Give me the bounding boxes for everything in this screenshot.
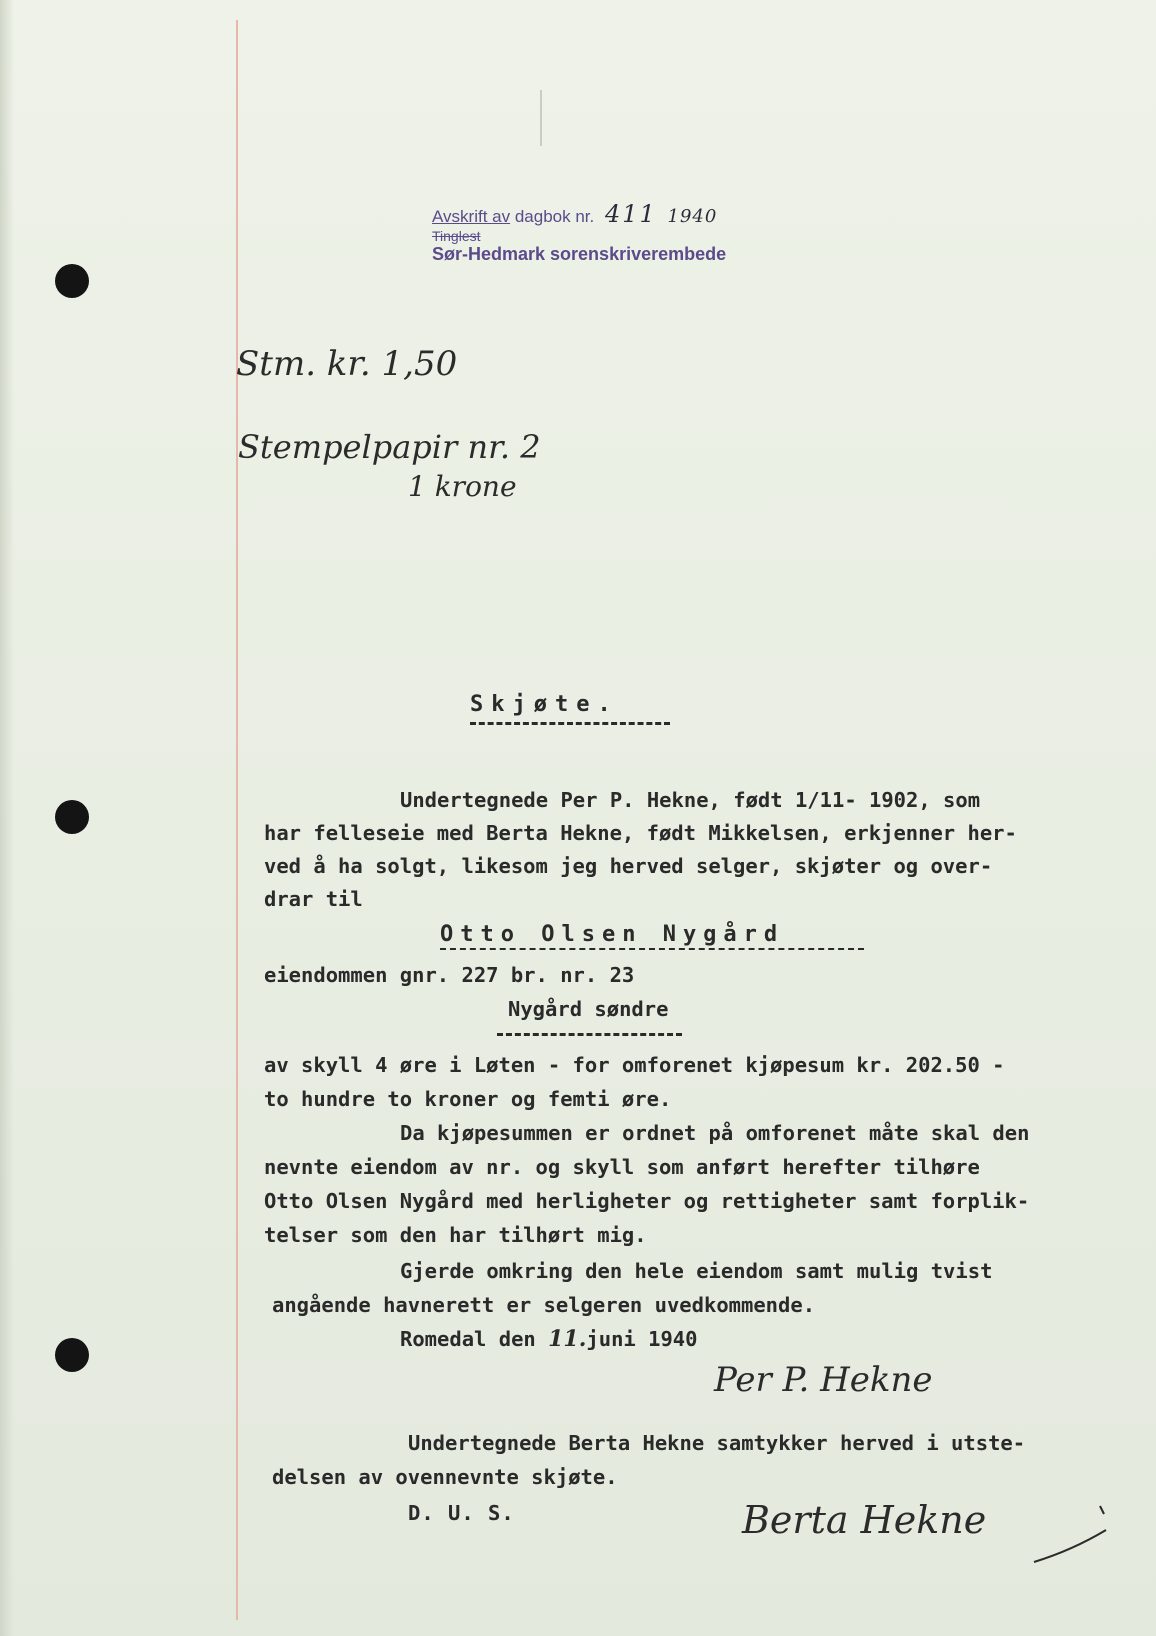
wife-signature: Berta Hekne [742, 1498, 987, 1542]
buyer-name: Otto Olsen Nygård [440, 922, 785, 947]
stamp-dagbok-label: dagbok nr. [514, 207, 595, 226]
title-underline [470, 722, 670, 725]
text-line: Otto Olsen Nygård med herligheter og rettigheter samt forplik- [264, 1189, 1030, 1213]
punch-hole-icon [55, 1338, 89, 1372]
text-line: to hundre to kroner og femti øre. [264, 1087, 672, 1111]
text-line: telser som den har tilhørt mig. [264, 1223, 647, 1247]
stamp-struck-word: Tinglest [432, 228, 481, 244]
text-line: delsen av ovennevnte skjøte. [272, 1465, 618, 1489]
property-name-underline [497, 1033, 682, 1036]
text-line: Undertegnede Per P. Hekne, født 1/11- 1902, som [400, 788, 981, 812]
punch-hole-icon [55, 800, 89, 834]
stamp-avskrift-label: Avskrift av [432, 207, 511, 226]
margin-line [236, 20, 238, 1620]
handwritten-stamp-value: 1 krone [408, 470, 517, 503]
stamp-year: 1940 [667, 206, 718, 227]
date-rest: juni 1940 [586, 1327, 698, 1351]
text-line: nevnte eiendom av nr. og skyll som anført herefter tilhøre [264, 1155, 980, 1179]
buyer-underline [440, 948, 864, 950]
signature-flourish-icon [1030, 1500, 1110, 1570]
text-line: angående havnerett er selgeren uvedkommende. [272, 1293, 816, 1317]
handwritten-fee: Stm. kr. 1,50 [236, 344, 458, 384]
stamp-office-name: Sør-Hedmark sorenskriverembede [432, 244, 727, 264]
handwritten-stamp-paper: Stempelpapir nr. 2 [238, 428, 541, 466]
date-line [400, 1326, 697, 1352]
text-line: ved å ha solgt, likesom jeg herved selger, skjøter og over- [264, 854, 993, 878]
text-line: Undertegnede Berta Hekne samtykker herved i utste- [408, 1431, 1026, 1455]
page-edge-shadow [0, 0, 14, 1636]
property-name: Nygård søndre [508, 997, 669, 1021]
stamp-dagbok-number: 411 [604, 200, 657, 228]
date-place: Romedal den [400, 1327, 536, 1351]
office-stamp [432, 200, 726, 265]
punch-hole-icon [55, 264, 89, 298]
seller-signature: Per P. Hekne [714, 1360, 933, 1400]
date-day-handwritten: 11. [548, 1326, 587, 1352]
dus-line: D. U. S. [408, 1501, 515, 1525]
faint-mark [540, 90, 542, 146]
property-line: eiendommen gnr. 227 br. nr. 23 [264, 963, 635, 987]
text-line: har felleseie med Berta Hekne, født Mikkelsen, erkjenner her- [264, 821, 1017, 845]
document-title: Skjøte. [470, 692, 619, 717]
text-line: Gjerde omkring den hele eiendom samt mulig tvist [400, 1259, 993, 1283]
text-line: av skyll 4 øre i Løten - for omforenet kjøpesum kr. 202.50 - [264, 1053, 1005, 1077]
text-line: drar til [264, 887, 363, 911]
text-line: Da kjøpesummen er ordnet på omforenet måte skal den [400, 1121, 1030, 1145]
